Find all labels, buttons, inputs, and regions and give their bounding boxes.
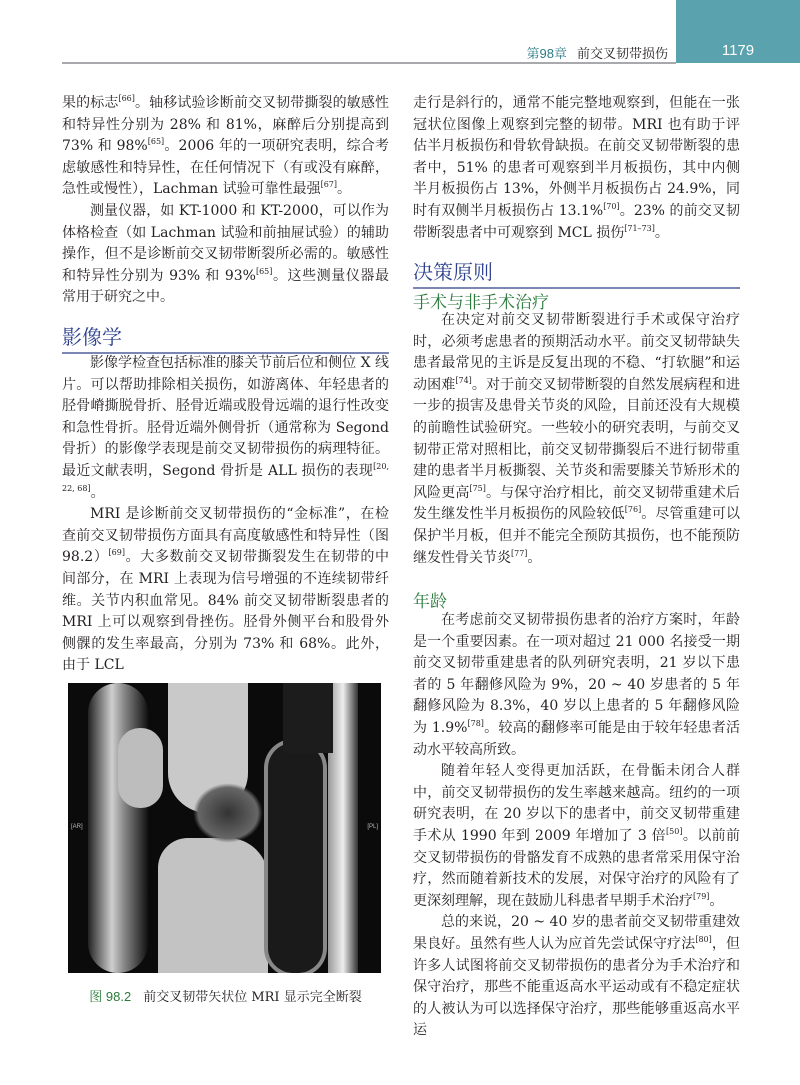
paragraph xyxy=(62,353,389,504)
text-run: 走行是斜行的，通常不能完整地观察到，但能在一张冠状位图像上观察到完整的韧带。MRI 也有助于评估半月板损伤和骨软骨缺损。在前交叉韧带断裂的患者中，51% 的患者可观察到半月板损伤，其中内侧半月板损伤占 13%，外侧半月板损伤占 24.9%，同时有双侧半月板损伤占 13.1% xyxy=(413,95,740,219)
text-run: 。较高的翻修率可能是由于较年轻患者活动水平较高所致。 xyxy=(413,719,740,758)
text-run: 随着年轻人变得更加活跃，在骨骺未闭合人群中，前交叉韧带损伤的发生率越来越高。纽约的一项研究表明，在 20 岁以下的患者中，前交叉韧带重建手术从 1990 年到 2009 年增加了 3 倍 xyxy=(413,763,740,844)
citation-reference: [76] xyxy=(624,505,642,515)
text-run: 。2006 年的一项研究表明，综合考虑敏感性和特异性，在任何情况下（有或没有麻醉，急性或慢性），Lachman 试验可靠性最强 xyxy=(62,138,389,198)
citation-reference: [20, 22, 68] xyxy=(62,461,389,493)
text-run: 。与保守治疗相比，前交叉韧带重建术后发生继发性半月板损伤的风险较低 xyxy=(413,484,740,523)
citation-reference: [74] xyxy=(455,375,472,385)
citation-reference: [50] xyxy=(666,826,683,836)
figure-number: 图 98.2 xyxy=(89,989,132,1004)
citation-reference: [65] xyxy=(147,137,165,147)
text-run: 测量仪器，如 KT-1000 和 KT-2000，可以作为体格检查（如 Lachman 试验和前抽屉试验）的辅助操作，但不是诊断前交叉韧带断裂所必需的。敏感性和特异性分别为 93% 和 93% xyxy=(62,202,389,284)
text-run: 影像学检查包括标准的膝关节前后位和侧位 X 线片。可以帮助排除相关损伤，如游离体、年轻患者的胫骨嵴撕脱骨折、胫骨近端或股骨远端的退行性改变和急性骨折。胫骨近端外侧骨折（通常称为 Segond 骨折）的影像学表现是前交叉韧带损伤的病理特征。最近文献表明，Segond 骨折是 ALL 损伤的表现 xyxy=(62,355,389,479)
paragraph xyxy=(413,93,740,244)
paragraph xyxy=(413,761,740,912)
text-run: 。对于前交叉韧带断裂的自然发展病程和进一步的损害及患骨关节炎的风险，目前还没有大规模的前瞻性试验研究。一些较小的研究表明，与前交叉韧带正常对照相比，前交叉韧带撕裂后不进行韧带重建的患者半月板撕裂、关节炎和需要膝关节矫形术的风险更高 xyxy=(413,376,741,501)
right-column-top xyxy=(413,93,740,244)
chapter-number: 第98章 xyxy=(526,46,567,61)
text-run: 。大多数前交叉韧带撕裂发生在韧带的中间部分，在 MRI 上表现为信号增强的不连续韧带纤维。关节内积血常见。84% 前交叉韧带断裂患者的 MRI 上可以观察到骨挫伤。胫骨外侧平台和股骨外侧髁的发生率最高，分别为 73% 和 68%。此外，由于 LCL xyxy=(62,549,390,674)
citation-reference: [71–73] xyxy=(624,223,655,233)
subheading-surgical: 手术与非手术治疗 xyxy=(413,293,549,312)
text-run: 在决定对前交叉韧带断裂进行手术或保守治疗时，必须考虑患者的预期活动水平。前交叉韧带缺失患者最常见的主诉是反复出现的不稳、“打软腿”和运动困难 xyxy=(413,312,740,393)
page-number: 1179 xyxy=(721,42,755,59)
mri-figure-image xyxy=(68,683,381,973)
paragraph xyxy=(62,93,389,201)
citation-reference: [80] xyxy=(695,934,712,944)
page-number-tab xyxy=(676,0,800,63)
citation-reference: [65] xyxy=(255,266,273,276)
header-rule xyxy=(62,62,676,64)
text-run: 。 xyxy=(654,224,669,241)
citation-reference: [78] xyxy=(467,718,484,728)
right-column-age xyxy=(413,610,740,1042)
orientation-label-right: [PL] xyxy=(367,824,378,830)
text-run: MRI 是诊断前交叉韧带损伤的“金标准”，在检查前交叉韧带损伤方面具有高度敏感性和特异性（图 98.2） xyxy=(62,506,389,566)
text-run: ，但许多人试图将前交叉韧带损伤的患者分为手术治疗和保守治疗，那些不能重返高水平运动或有不稳定症状的人被认为可以选择保守治疗，那些能够重返高水平运 xyxy=(413,935,740,1039)
section-heading-decision: 决策原则 xyxy=(413,256,740,289)
section-heading-imaging: 影像学 xyxy=(62,321,389,354)
chapter-title: 前交叉韧带损伤 xyxy=(576,46,668,61)
left-column-top xyxy=(62,93,389,309)
text-run: 。轴移试验诊断前交叉韧带撕裂的敏感性和特异性分别为 28% 和 81%，麻醉后分别提高到 73% 和 98% xyxy=(62,95,389,155)
text-run: 果的标志 xyxy=(62,95,119,111)
text-run: 总的来说，20 ~ 40 岁的患者前交叉韧带重建效果良好。虽然有些人认为应首先尝试保守疗法 xyxy=(413,914,740,952)
citation-reference: [75] xyxy=(469,483,486,493)
text-run: 。以前前交叉韧带损伤的骨骼发育不成熟的患者常采用保守治疗，然而随着新技术的发展，对保守治疗的风险有了更深刻理解，现在鼓励儿科患者早期手术治疗 xyxy=(413,827,740,909)
text-run: 。尽管重建可以保护半月板，但并不能完全预防其损伤，也不能预防继发性骨关节炎 xyxy=(413,506,741,566)
text-run: 。这些测量仪器最常用于研究之中。 xyxy=(62,267,389,306)
paragraph xyxy=(413,912,740,1042)
citation-reference: [70] xyxy=(603,201,620,211)
text-run: 。 xyxy=(709,892,724,909)
text-run: 。 xyxy=(90,484,105,501)
figure-caption xyxy=(62,986,389,1005)
citation-reference: [79] xyxy=(693,891,710,901)
citation-reference: [77] xyxy=(511,548,528,558)
text-run: 。23% 的前交叉韧带断裂患者中可观察到 MCL 损伤 xyxy=(413,202,740,241)
left-column-imaging xyxy=(62,353,389,677)
right-column-surgical xyxy=(413,310,740,569)
text-run: 。 xyxy=(337,181,352,198)
paragraph xyxy=(62,504,389,677)
citation-reference: [69] xyxy=(108,548,125,558)
figure-caption-text: 前交叉韧带矢状位 MRI 显示完全断裂 xyxy=(143,990,362,1005)
paragraph xyxy=(413,610,740,761)
text-run: 。 xyxy=(527,549,542,566)
subheading-age: 年龄 xyxy=(413,592,447,611)
citation-reference: [66] xyxy=(118,94,135,103)
text-run: 在考虑前交叉韧带损伤患者的治疗方案时，年龄是一个重要因素。在一项对超过 21 000 名接受一期前交叉韧带重建患者的队列研究表明，21 岁以下患者的 5 年翻修风险为 9%，20 ~ 40 岁患者的 5 年翻修风险为 8.3%，40 岁以上患者的 5 年翻修风险为 1.9% xyxy=(413,612,740,736)
paragraph xyxy=(62,201,389,309)
citation-reference: [67] xyxy=(320,180,338,190)
orientation-label-left: [AR] xyxy=(71,824,83,830)
paragraph xyxy=(413,310,740,569)
running-header xyxy=(527,43,668,62)
